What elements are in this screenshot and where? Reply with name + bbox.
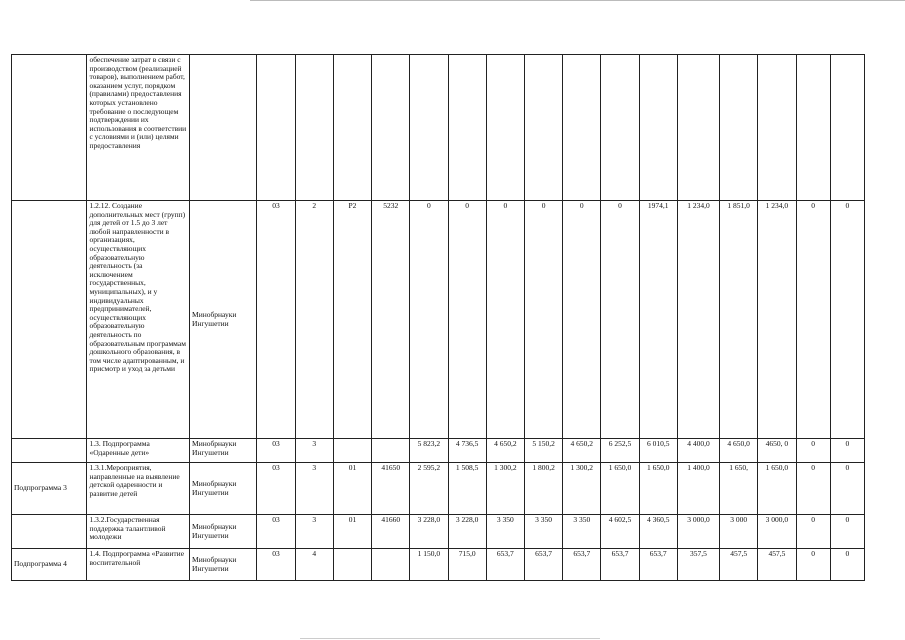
value-cell (796, 55, 830, 201)
value-cell: 653,7 (639, 549, 677, 581)
table-row (12, 515, 865, 549)
value-cell: 0 (796, 549, 830, 581)
value-cell: 653,7 (524, 549, 562, 581)
value-cell (448, 55, 486, 201)
value-cell: 715,0 (448, 549, 486, 581)
code-cell (372, 55, 410, 201)
code-cell (372, 439, 410, 463)
value-cell: 0 (448, 201, 486, 439)
code-cell: 3 (295, 439, 333, 463)
value-cell: 0 (524, 201, 562, 439)
value-cell: 4 400,0 (677, 439, 719, 463)
value-cell (563, 55, 601, 201)
code-cell (295, 55, 333, 201)
value-cell: 4 736,5 (448, 439, 486, 463)
value-cell: 0 (830, 463, 864, 515)
value-cell: 0 (830, 515, 864, 549)
value-cell: 4 650,2 (563, 439, 601, 463)
value-cell: 1 300,2 (486, 463, 524, 515)
value-cell: 3 350 (524, 515, 562, 549)
value-cell: 3 000 (720, 515, 758, 549)
code-cell: 01 (333, 463, 371, 515)
code-cell: 01 (333, 515, 371, 549)
code-cell: 41650 (372, 463, 410, 515)
executor-cell: Минобрнауки Ингушетии (190, 463, 257, 515)
value-cell (410, 55, 448, 201)
value-cell: 3 228,0 (410, 515, 448, 549)
code-cell: 03 (257, 463, 295, 515)
value-cell: 0 (796, 439, 830, 463)
value-cell: 653,7 (601, 549, 639, 581)
value-cell: 0 (796, 515, 830, 549)
program-cell (12, 439, 87, 463)
description-cell: 1.3. Подпрограмма «Одаренные дети» (87, 439, 190, 463)
value-cell: 1 851,0 (720, 201, 758, 439)
executor-cell: Минобрнауки Ингушетии (190, 201, 257, 439)
value-cell: 4 602,5 (601, 515, 639, 549)
value-cell: 1 150,0 (410, 549, 448, 581)
code-cell (333, 55, 371, 201)
table-row (12, 463, 865, 515)
value-cell: 1 234,0 (758, 201, 796, 439)
value-cell: 4 360,5 (639, 515, 677, 549)
code-cell: Р2 (333, 201, 371, 439)
table-row (12, 201, 865, 439)
executor-cell: Минобрнауки Ингушетии (190, 549, 257, 581)
value-cell: 457,5 (720, 549, 758, 581)
code-cell: 5232 (372, 201, 410, 439)
value-cell (601, 55, 639, 201)
value-cell: 3 350 (486, 515, 524, 549)
value-cell: 4650, 0 (758, 439, 796, 463)
value-cell: 3 350 (563, 515, 601, 549)
description-cell: 1.2.12. Создание дополнительных мест (групп) для детей от 1.5 до 3 лет любой направленности в организациях, осуществляющих образовательную деятельность (за исключением государственных, муниципальных), и у индивидуальных предпринимателей, осуществляющих образовательную деятельность по образовательным программам дошкольного образования, в том числе адаптированным, и присмотр и уход за детьми (87, 201, 190, 439)
budget-table (11, 54, 865, 581)
value-cell: 4 650,2 (486, 439, 524, 463)
value-cell: 2 595,2 (410, 463, 448, 515)
value-cell: 1 300,2 (563, 463, 601, 515)
executor-cell: Минобрнауки Ингушетии (190, 515, 257, 549)
code-cell: 3 (295, 515, 333, 549)
value-cell: 1 400,0 (677, 463, 719, 515)
value-cell: 3 000,0 (677, 515, 719, 549)
value-cell: 0 (830, 201, 864, 439)
page-top-border (250, 0, 905, 1)
value-cell: 1 234,0 (677, 201, 719, 439)
description-cell: 1.4. Подпрограмма «Развитие воспитательной (87, 549, 190, 581)
value-cell: 3 228,0 (448, 515, 486, 549)
code-cell (333, 439, 371, 463)
code-cell (372, 549, 410, 581)
code-cell: 03 (257, 439, 295, 463)
value-cell: 1 650,0 (601, 463, 639, 515)
value-cell: 0 (563, 201, 601, 439)
table-row (12, 439, 865, 463)
value-cell (758, 55, 796, 201)
program-cell (12, 201, 87, 439)
code-cell: 3 (295, 463, 333, 515)
code-cell: 03 (257, 549, 295, 581)
code-cell: 2 (295, 201, 333, 439)
code-cell: 03 (257, 515, 295, 549)
value-cell (524, 55, 562, 201)
value-cell: 0 (796, 201, 830, 439)
code-cell (333, 549, 371, 581)
value-cell: 0 (486, 201, 524, 439)
value-cell: 3 000,0 (758, 515, 796, 549)
value-cell: 0 (796, 463, 830, 515)
value-cell (639, 55, 677, 201)
value-cell: 0 (410, 201, 448, 439)
program-cell (12, 55, 87, 201)
value-cell: 457,5 (758, 549, 796, 581)
value-cell: 6 252,5 (601, 439, 639, 463)
value-cell: 357,5 (677, 549, 719, 581)
value-cell (830, 55, 864, 201)
value-cell: 1974,1 (639, 201, 677, 439)
page-bottom-border (300, 638, 600, 639)
program-cell: Подпрограмма 4 (12, 549, 87, 581)
value-cell: 4 650,0 (720, 439, 758, 463)
description-cell: 1.3.2.Государственная поддержка талантливой молодежи (87, 515, 190, 549)
value-cell (677, 55, 719, 201)
value-cell: 1 650,0 (639, 463, 677, 515)
code-cell: 41660 (372, 515, 410, 549)
value-cell: 1 508,5 (448, 463, 486, 515)
program-cell: Подпрограмма 3 (12, 463, 87, 515)
value-cell: 653,7 (486, 549, 524, 581)
code-cell: 4 (295, 549, 333, 581)
value-cell (486, 55, 524, 201)
value-cell: 6 010,5 (639, 439, 677, 463)
program-cell (12, 515, 87, 549)
value-cell: 1 650,0 (758, 463, 796, 515)
value-cell: 1 650, (720, 463, 758, 515)
value-cell: 5 150,2 (524, 439, 562, 463)
table-row (12, 549, 865, 581)
value-cell: 653,7 (563, 549, 601, 581)
value-cell: 0 (601, 201, 639, 439)
code-cell (257, 55, 295, 201)
value-cell: 1 800,2 (524, 463, 562, 515)
executor-cell: Минобрнауки Ингушетии (190, 439, 257, 463)
value-cell: 0 (830, 439, 864, 463)
value-cell: 5 823,2 (410, 439, 448, 463)
executor-cell (190, 55, 257, 201)
value-cell (720, 55, 758, 201)
code-cell: 03 (257, 201, 295, 439)
description-cell: обеспечение затрат в связи с производством (реализацией товаров), выполнением работ, оказанием услуг, порядком (правилами) предоставления которых установлено требование о последующем подтверждении их использования в соответствии с условиями и (или) целями предоставления (87, 55, 190, 201)
description-cell: 1.3.1.Мероприятия, направленные на выявление детской одаренности и развитие детей (87, 463, 190, 515)
table-row (12, 55, 865, 201)
value-cell: 0 (830, 549, 864, 581)
